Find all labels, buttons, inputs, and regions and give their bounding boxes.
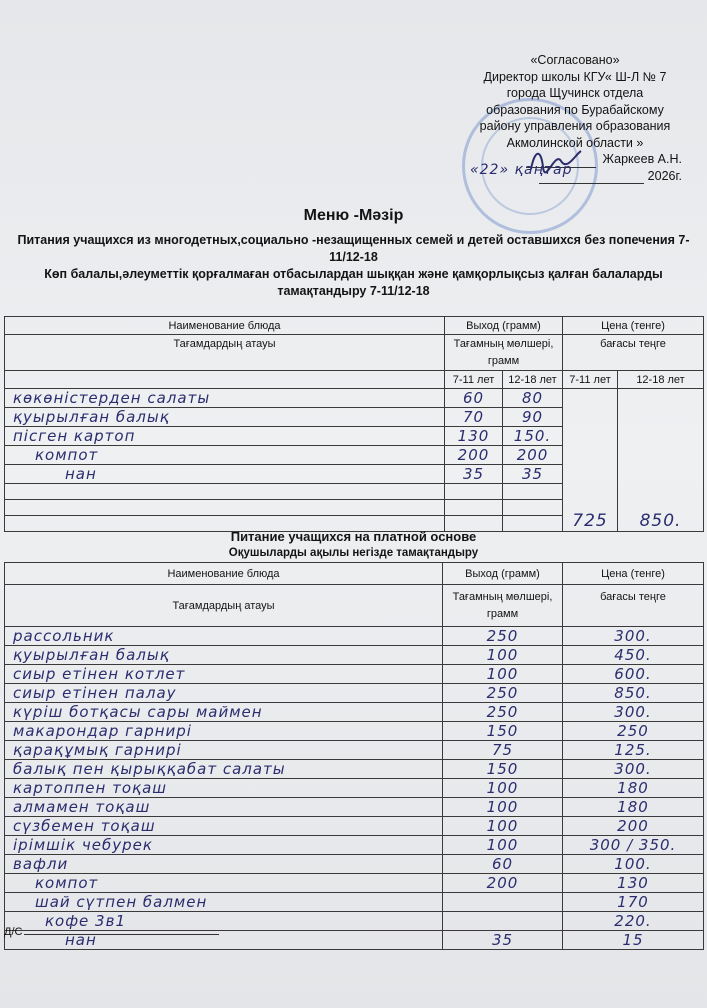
- dish-price: 220.: [563, 912, 704, 931]
- price-7-11: 725: [563, 389, 618, 532]
- dish-name: рассольник: [5, 627, 443, 646]
- approval-line: Директор школы КГУ« Ш-Л № 7: [483, 69, 667, 84]
- hand-day: 22: [479, 162, 500, 178]
- dish-price: 125.: [563, 741, 704, 760]
- dish-price: 170: [563, 893, 704, 912]
- output-12-18: 80: [503, 389, 563, 408]
- dish-name: компот: [5, 446, 445, 465]
- header-output-kz: Тағамның мөлшері, грамм: [443, 585, 563, 627]
- dish-price: 450.: [563, 646, 704, 665]
- output-7-11: 70: [445, 408, 503, 427]
- dish-price: 130: [563, 874, 704, 893]
- dish-name: нан: [5, 931, 443, 950]
- dish-name: сүзбемен тоқаш: [5, 817, 443, 836]
- dish-name: алмамен тоқаш: [5, 798, 443, 817]
- empty-cell: [445, 500, 503, 516]
- empty-cell: [503, 500, 563, 516]
- approval-year: 2026г.: [647, 168, 682, 183]
- approval-line: образования по Бурабайскому: [486, 102, 664, 117]
- dish-output: 150: [443, 722, 563, 741]
- dish-price: 600.: [563, 665, 704, 684]
- output-7-11: 60: [445, 389, 503, 408]
- age-header: 7-11 лет: [563, 371, 618, 389]
- dish-output: 250: [443, 703, 563, 722]
- dish-name: макарондар гарнирі: [5, 722, 443, 741]
- ds-signature-row: [4, 926, 219, 938]
- dish-name: компот: [5, 874, 443, 893]
- dish-output: 60: [443, 855, 563, 874]
- dish-output: 100: [443, 646, 563, 665]
- header-price-ru: Цена (тенге): [563, 563, 704, 585]
- dish-name: балық пен қырыққабат салаты: [5, 760, 443, 779]
- dish-output: 250: [443, 627, 563, 646]
- output-12-18: 90: [503, 408, 563, 427]
- dish-price: 100.: [563, 855, 704, 874]
- dish-output: [443, 912, 563, 931]
- dish-name: қарақұмық гарнирі: [5, 741, 443, 760]
- empty-cell: [5, 500, 445, 516]
- output-12-18: 200: [503, 446, 563, 465]
- dish-price: 300.: [563, 760, 704, 779]
- dish-output: 100: [443, 817, 563, 836]
- output-7-11: 35: [445, 465, 503, 484]
- page-title: Меню -Мәзір: [303, 207, 404, 224]
- header-name-kz: Тағамдардың атауы: [5, 585, 443, 627]
- dish-price: 850.: [563, 684, 704, 703]
- approval-line: «Согласовано»: [530, 53, 620, 67]
- handwritten-date: «22» қаңтар: [470, 162, 573, 178]
- dish-output: 35: [443, 931, 563, 950]
- header-price-kz: бағасы теңге: [563, 335, 704, 371]
- section2-title: Питание учащихся на платной основе: [230, 529, 477, 544]
- age-header: 12-18 лет: [503, 371, 563, 389]
- empty-cell: [5, 484, 445, 500]
- menu-table-free: [4, 316, 704, 532]
- dish-price: 300 / 350.: [563, 836, 704, 855]
- dish-name: күріш ботқасы сары маймен: [5, 703, 443, 722]
- empty-cell: [5, 371, 445, 389]
- age-header: 12-18 лет: [618, 371, 704, 389]
- dish-output: 250: [443, 684, 563, 703]
- header-output-kz: Тағамның мөлшері, грамм: [445, 335, 563, 371]
- signer-name: Жаркеев А.Н.: [602, 152, 682, 166]
- output-12-18: 35: [503, 465, 563, 484]
- header-price-kz: бағасы теңге: [563, 585, 704, 627]
- dish-output: 100: [443, 798, 563, 817]
- menu-table-paid: [4, 562, 704, 950]
- header-output-ru: Выход (грамм): [445, 317, 563, 335]
- dish-output: 100: [443, 779, 563, 798]
- dish-name: сиыр етінен палау: [5, 684, 443, 703]
- subtitle-ru: Питания учащихся из многодетных,социально -незащищенных семей и детей оставшихся без попечения 7-11/12-18: [17, 233, 690, 264]
- output-7-11: 130: [445, 427, 503, 446]
- dish-name: шай сүтпен балмен: [5, 893, 443, 912]
- dish-name: көкөністерден салаты: [5, 389, 445, 408]
- dish-price: 15: [563, 931, 704, 950]
- approval-line: району управления образования: [479, 119, 671, 133]
- dish-output: 100: [443, 665, 563, 684]
- hand-month: қаңтар: [514, 162, 573, 178]
- subtitle-kz: Көп балалы,әлеуметтік қорғалмаған отбасылардан шыққан және қамқорлықсыз қалған балаларды тамақтандыру 7-11/12-18: [44, 267, 663, 298]
- dish-price: 300.: [563, 627, 704, 646]
- dish-name: картоппен тоқаш: [5, 779, 443, 798]
- dish-price: 250: [563, 722, 704, 741]
- section2-subtitle: Оқушыларды ақылы негізде тамақтандыру: [228, 547, 479, 559]
- dish-name: сиыр етінен котлет: [5, 665, 443, 684]
- empty-cell: [503, 484, 563, 500]
- dish-name: ірімшік чебурек: [5, 836, 443, 855]
- dish-output: [443, 893, 563, 912]
- dish-price: 200: [563, 817, 704, 836]
- dish-price: 180: [563, 779, 704, 798]
- approval-line: Акмолинской области »: [506, 135, 644, 150]
- dish-output: 200: [443, 874, 563, 893]
- ds-signature-line: [24, 934, 219, 935]
- dish-name: кофе 3в1: [5, 912, 443, 931]
- header-name-ru: Наименование блюда: [5, 563, 443, 585]
- age-header: 7-11 лет: [445, 371, 503, 389]
- header-output-ru: Выход (грамм): [443, 563, 563, 585]
- dish-name: пісген картоп: [5, 427, 445, 446]
- dish-output: 75: [443, 741, 563, 760]
- price-12-18: 850.: [618, 389, 704, 532]
- dish-name: қуырылған балық: [5, 408, 445, 427]
- header-name-ru: Наименование блюда: [5, 317, 445, 335]
- approval-line: города Щучинск отдела: [506, 86, 644, 100]
- dish-price: 180: [563, 798, 704, 817]
- output-12-18: 150.: [503, 427, 563, 446]
- dish-price: 300.: [563, 703, 704, 722]
- dish-output: 100: [443, 836, 563, 855]
- dish-name: вафли: [5, 855, 443, 874]
- dish-name: қуырылған балық: [5, 646, 443, 665]
- output-7-11: 200: [445, 446, 503, 465]
- ds-label: Д/С: [4, 926, 23, 938]
- header-price-ru: Цена (тенге): [563, 317, 704, 335]
- empty-cell: [445, 484, 503, 500]
- dish-name: нан: [5, 465, 445, 484]
- header-name-kz: Тағамдардың атауы: [5, 335, 445, 371]
- dish-output: 150: [443, 760, 563, 779]
